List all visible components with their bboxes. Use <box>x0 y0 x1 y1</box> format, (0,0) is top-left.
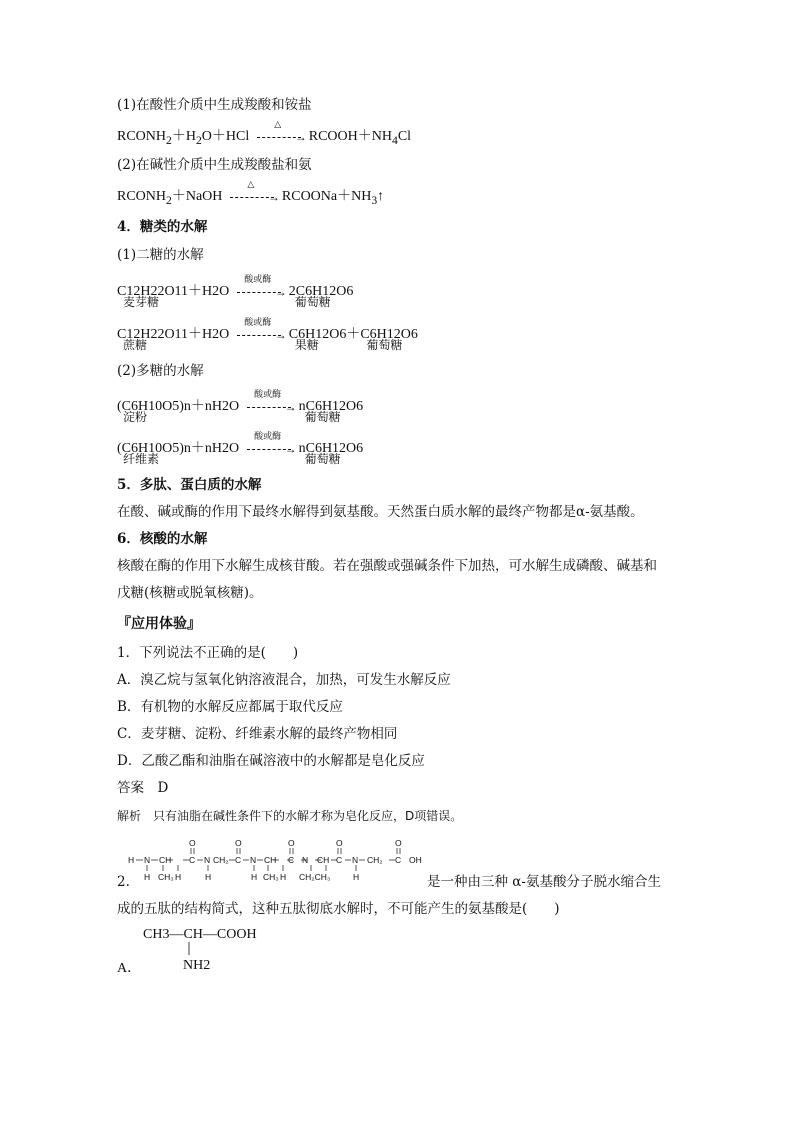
question-2-number: 2. <box>117 874 130 890</box>
svg-text:OH: OH <box>409 855 422 865</box>
option-a-label: A． <box>117 961 142 975</box>
sucrose-label: 蔗糖 <box>123 338 148 353</box>
polysaccharide-heading: (2)多糖的水解 <box>117 363 204 379</box>
question-2-text-line1: 是一种由三种 α-氨基酸分子脱水缩合生 <box>427 874 661 890</box>
nucleic-text-line2: 戊糖(核糖或脱氧核糖)。 <box>117 585 263 601</box>
maltose-equation: C12H22O11＋H2O 麦芽糖 酸或酶 → 2C6H12O6 葡萄糖 <box>117 274 354 310</box>
svg-text:CH₃: CH₃ <box>158 872 174 882</box>
question-1-option-c: C．麦芽糖、淀粉、纤维素水解的最终产物相同 <box>117 726 398 742</box>
svg-text:CH₂CH₃: CH₂CH₃ <box>299 872 331 882</box>
catalyst-arrow: 酸或酶 → <box>235 326 287 344</box>
glucose-label: 葡萄糖 <box>304 410 341 425</box>
svg-text:O: O <box>189 838 196 848</box>
pentapeptide-structure <box>127 836 427 886</box>
svg-text:CH: CH <box>317 855 330 865</box>
svg-text:CH: CH <box>159 855 172 865</box>
svg-text:CH: CH <box>264 855 277 865</box>
heat-arrow: △ → <box>228 188 280 206</box>
svg-text:H: H <box>205 872 212 882</box>
question-1-option-d: D．乙酸乙酯和油脂在碱溶液中的水解都是皂化反应 <box>117 753 425 769</box>
svg-text:N: N <box>250 855 257 865</box>
protein-heading: 5．多肽、蛋白质的水解 <box>117 477 262 493</box>
nucleic-text-line1: 核酸在酶的作用下水解生成核苷酸。若在强酸或强碱条件下加热，可水解生成磷酸、碱基和 <box>117 558 657 574</box>
svg-text:N: N <box>352 855 359 865</box>
svg-text:C: C <box>395 855 402 865</box>
question-1-option-b: B．有机物的水解反应都属于取代反应 <box>117 699 343 715</box>
protein-text: 在酸、碱或酶的作用下最终水解得到氨基酸。天然蛋白质水解的最终产物都是α-氨基酸。 <box>117 504 644 520</box>
base-hydrolysis-equation: $RCONH_2+NaOH$ △ → $RCOONa+NH_3↑$ <box>117 179 385 208</box>
glucose-label: 葡萄糖 <box>304 452 341 467</box>
svg-text:H: H <box>175 872 182 882</box>
svg-text:CH₂: CH₂ <box>367 855 383 865</box>
svg-text:H: H <box>280 872 287 882</box>
disaccharide-heading: (1)二糖的水解 <box>117 247 204 263</box>
question-2-text-line2: 成的五肽的结构简式，这种五肽彻底水解时，不可能产生的氨基酸是( ) <box>117 901 560 917</box>
svg-text:H: H <box>251 872 258 882</box>
svg-text:C: C <box>288 855 295 865</box>
svg-text:N: N <box>302 855 309 865</box>
svg-text:C: C <box>235 855 242 865</box>
answer: 答案 D <box>117 780 169 796</box>
acid-hydrolysis-equation: $RCONH_2+H_2O+HCl$ △ → $RCOOH+NH_4Cl$ <box>117 119 412 148</box>
question-1-option-a: A．溴乙烷与氢氧化钠溶液混合，加热，可发生水解反应 <box>117 672 451 688</box>
starch-label: 淀粉 <box>123 410 148 425</box>
catalyst-arrow: 酸或酶 → <box>245 398 297 416</box>
cellulose-equation: (C6H10O5)n＋nH2O 纤维素 酸或酶 → nC6H12O6 葡萄糖 <box>117 431 364 467</box>
heat-arrow: △ → <box>255 128 307 146</box>
nucleic-heading: 6．核酸的水解 <box>117 531 208 547</box>
glucose-label: 葡萄糖 <box>294 295 331 310</box>
cellulose-label: 纤维素 <box>123 452 160 467</box>
svg-text:O: O <box>288 838 295 848</box>
catalyst-arrow: 酸或酶 → <box>235 283 287 301</box>
svg-text:H: H <box>128 855 135 865</box>
svg-text:H: H <box>353 872 360 882</box>
explanation: 解析 只有油脂在碱性条件下的水解才称为皂化反应，D项错误。 <box>117 809 463 823</box>
svg-text:O: O <box>235 838 242 848</box>
option-a-formula: CH3—CH—COOH <box>143 927 257 942</box>
option-a-amino: NH2 <box>183 958 211 973</box>
svg-text:O: O <box>336 838 343 848</box>
svg-text:CH₂: CH₂ <box>213 855 229 865</box>
acid-hydrolysis-heading: (1)在酸性介质中生成羧酸和铵盐 <box>117 97 312 113</box>
fructose-label: 果糖 <box>294 338 319 353</box>
svg-text:N: N <box>204 855 211 865</box>
svg-text:C: C <box>189 855 196 865</box>
svg-text:C: C <box>336 855 343 865</box>
sucrose-equation: C12H22O11＋H2O 蔗糖 酸或酶 → C6H12O6 果糖 ＋C6H12O6 葡萄糖 <box>117 317 418 353</box>
base-hydrolysis-heading: (2)在碱性介质中生成羧酸盐和氨 <box>117 157 312 173</box>
question-1: 1．下列说法不正确的是( ) <box>117 645 299 661</box>
starch-equation: (C6H10O5)n＋nH2O 淀粉 酸或酶 → nC6H12O6 葡萄糖 <box>117 389 364 425</box>
svg-text:CH₃: CH₃ <box>263 872 279 882</box>
practice-heading: 『应用体验』 <box>117 616 201 632</box>
maltose-label: 麦芽糖 <box>123 295 160 310</box>
svg-text:O: O <box>395 838 402 848</box>
sugar-heading: 4．糖类的水解 <box>117 219 208 235</box>
svg-text:N: N <box>144 855 151 865</box>
svg-text:H: H <box>144 872 151 882</box>
question-2-option-a <box>117 925 297 975</box>
glucose-label: 葡萄糖 <box>366 338 403 353</box>
catalyst-arrow: 酸或酶 → <box>245 440 297 458</box>
